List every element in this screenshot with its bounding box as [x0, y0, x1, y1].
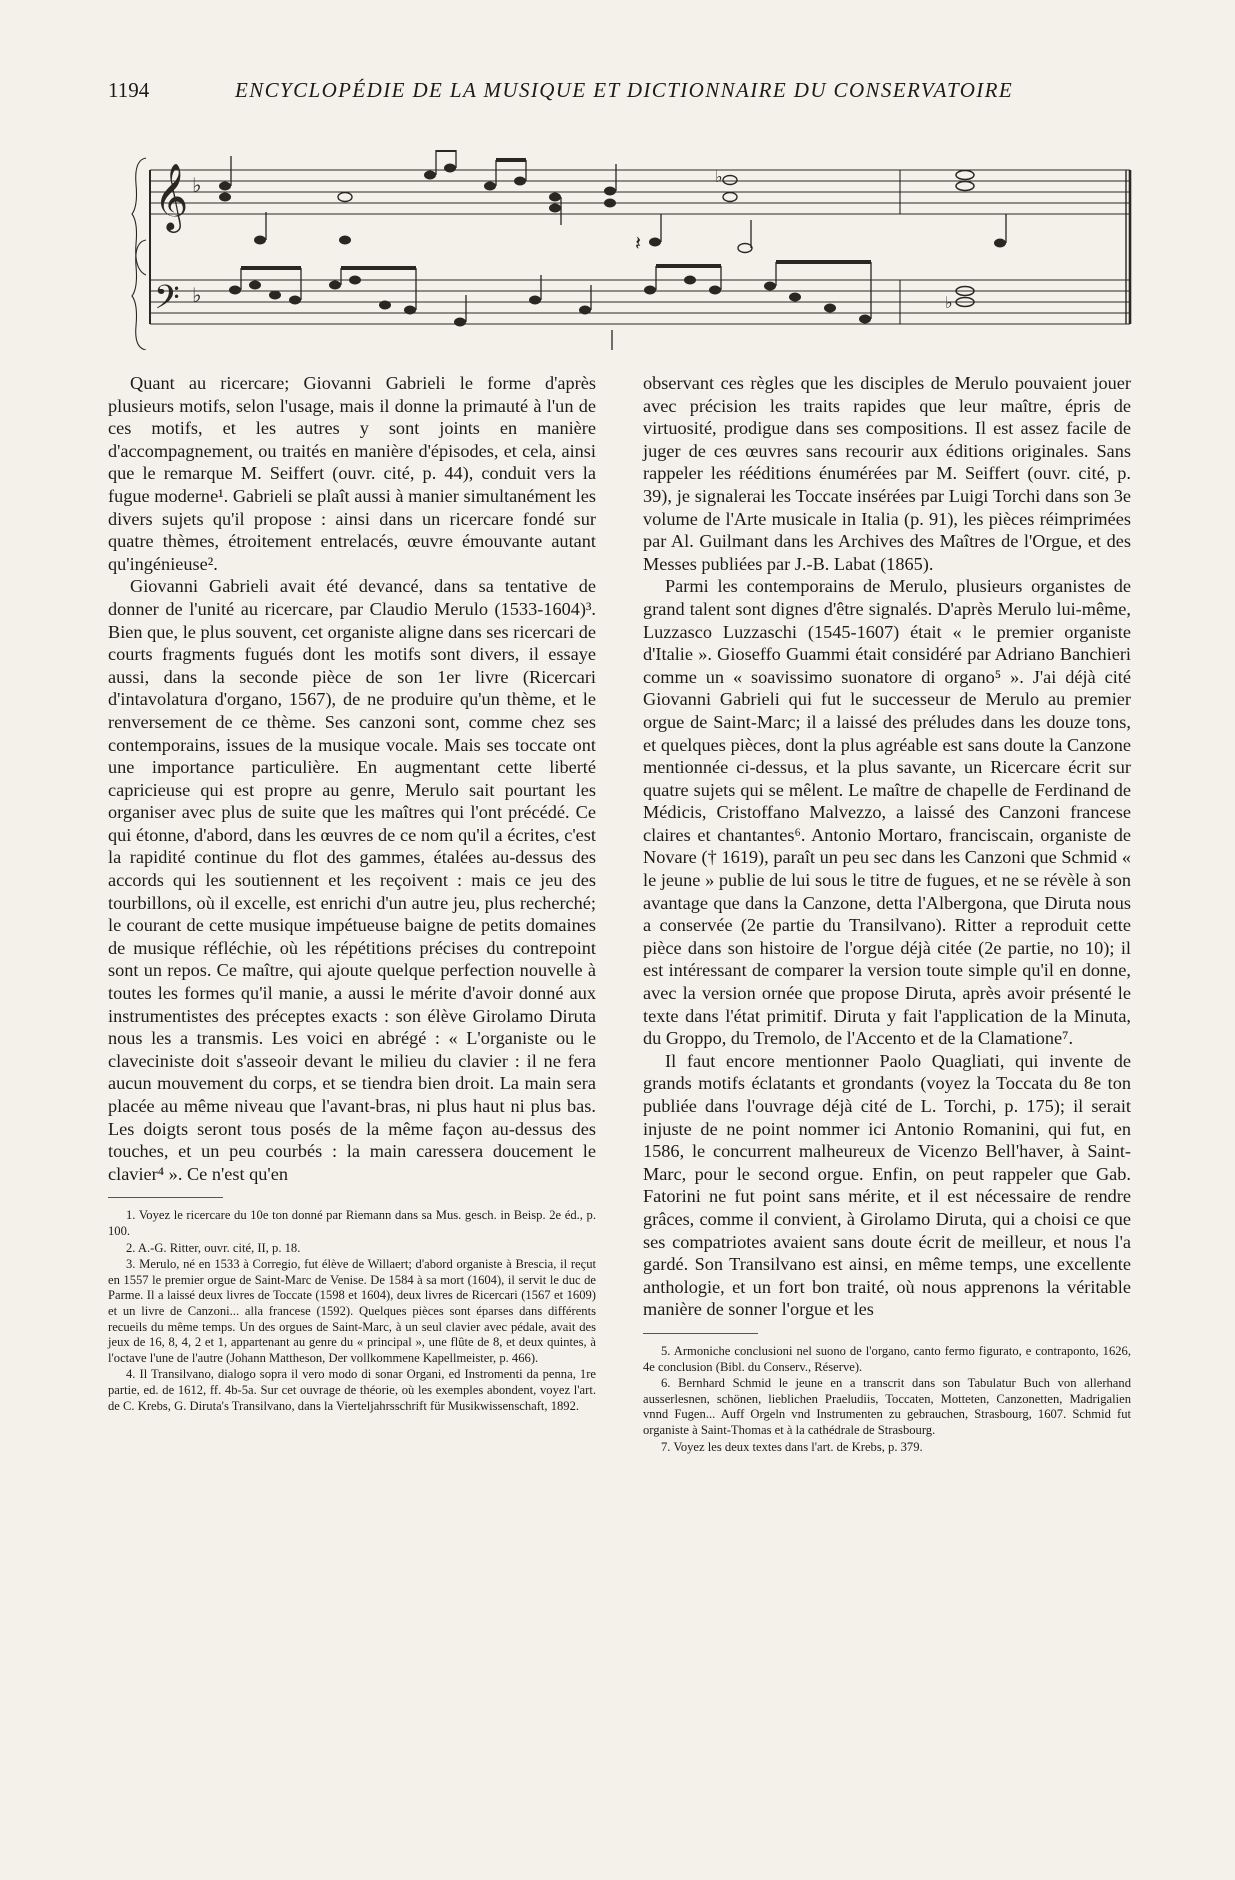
footnote-3: 3. Merulo, né en 1533 à Corregio, fut élève de Willaert; d'abord organiste à Brescia, il reçut en 1557 le premier orgue de Saint-Marc de Venise. De 1584 à sa mort (1604), il servit le duc de Parme. Il a laissé deux livres de Toccate (1598 et 1604), deux livres de Ricercari (1567 et 1609) et un livre de Canzoni... alla francese (1592). Quelques pièces sont éparses dans différents recueils du même temps. Un des orgues de Saint-Marc, à un seul clavier avec pédale, avait des jeux de 16, 8, 4, 2 et 1, appartenant au genre du « principal », une flûte de 8, et deux quintes, à l'octave l'une de l'autre (Johann Mattheson, Der vollkommene Kapellmeister, p. 466).	[108, 1257, 596, 1365]
footnote-6: 6. Bernhard Schmid le jeune en a transcrit dans son Tabulatur Buch von allerhand ausserlesnen, schönen, lieblichen Praeludiis, Toccaten, Motteten, Canzonetten, Madrigalien vnnd Fugen... Auff Orgeln vnd Instrumenten zu gebrauchen, Strasbourg, 1607. Schmid fut organiste à Saint-Thomas et à la cathédrale de Strasbourg.	[643, 1376, 1131, 1437]
system-brace-lower	[132, 240, 146, 350]
footnote-7: 7. Voyez les deux textes dans l'art. de Krebs, p. 379.	[661, 1439, 923, 1454]
page-number: 1194	[108, 78, 150, 102]
svg-text:♭: ♭	[715, 167, 723, 186]
right-column	[643, 372, 1131, 1456]
flat-icon: ♭	[192, 173, 202, 197]
flat-icon-bass: ♭	[192, 283, 202, 307]
paragraph: Parmi les contemporains de Merulo, plusieurs organistes de grand talent sont dignes d'être signalés. D'après Merulo lui-même, Luzzasco Luzzaschi (1545-1607) était « le premier organiste d'Italie ». Gioseffo Guammi était considéré par Adriano Banchieri comme un « soavissimo suonatore di organo⁵ ». J'ai déjà cité Giovanni Gabrieli qui fut le successeur de Merulo au premier orgue de Saint-Marc; il a laissé des préludes dans les douze tons, et quelques pièces, dont la plus agréable est sans doute la Canzone mentionnée ci-dessus, et la plus savante, un Ricercare écrit sur quatre sujets qui se mêlent. Le maître de chapelle de Ferdinand de Médicis, Cristoffano Malvezzo, a laissé des Canzoni francese claires et chantantes⁶. Antonio Mortaro, franciscain, organiste de Novare († 1619), paraît un peu sec dans les Canzoni que Schmid « le jeune » publie de lui sous le titre de fugues, et ne se révèle à son avantage que dans la Canzone, detta l'Albergona, que Diruta nous a conservée (2e partie du Transilvano). Ritter a reproduit cette pièce dans son histoire de l'orgue déjà citée (2e partie, no 10); il est intéressant de comparer la version toute simple qu'il en donne, avec la version ornée que propose Diruta, après avoir présenté le texte dans l'état primitif. Diruta y fait l'application de la Minuta, du Groppo, du Tremolo, de l'Accento et de la Clamatione⁷.	[643, 576, 1131, 1049]
treble-clef-icon: 𝄞	[154, 162, 189, 230]
footnote-5: 5. Armoniche conclusioni nel suono de l'organo, canto fermo figurato, e contraponto, 1626, 4e conclusion (Bibl. du Conserv., Réserve).	[643, 1343, 1131, 1374]
svg-text:𝄽: 𝄽	[635, 231, 642, 255]
footnote-rule	[643, 1333, 758, 1334]
footnote-2: 2. A.-G. Ritter, ouvr. cité, II, p. 18.	[126, 1240, 301, 1255]
svg-text:♭: ♭	[945, 293, 953, 312]
score-stems	[231, 150, 1006, 350]
music-example	[130, 150, 1140, 350]
paragraph: observant ces règles que les disciples de Merulo pouvaient jouer avec précision les traits rapides que leur maître, épris de virtuosité, prodigue dans ses compositions. Il est assez facile de juger de ces œuvres sans recourir aux éditions originales. Sans rappeler les rééditions énumérées par M. Seiffert (ouvr. cité, p. 39), je signalerai les Toccate insérées par Luigi Torchi dans son 3e volume de l'Arte musicale in Italia (p. 91), les pièces réimprimées par Al. Guilmant dans les Archives des Maîtres de l'Orgue, et des Messes publiées par J.-B. Labat (1865).	[643, 373, 1131, 574]
left-body-text	[108, 372, 596, 1185]
paragraph: Giovanni Gabrieli avait été devancé, dans sa tentative de donner de l'unité au ricercare, par Claudio Merulo (1533-1604)³. Bien que, le plus souvent, cet organiste aligne dans ses ricercari de courts fragments fugués dont les motifs sont divers, il essaye aussi, dans la seconde pièce de son 1er livre (Ricercari d'intavolatura d'organo, 1567), de ne produire qu'un thème, et le renversement de ce thème. Ses canzoni sont, comme chez ses contemporains, issues de la musique vocale. Mais ses toccate ont une importance particulière. En augmentant cette liberté capricieuse qui est propre au genre, Merulo sait pourtant les organiser avec plus de suite que les maîtres qui l'ont précédé. Ce qui étonne, d'abord, dans les œuvres de ce nom qu'il a écrites, c'est la rapidité continue du flot des gammes, étalées au-dessus des accords qui les soutiennent et les reçoivent : mais ce jeu des tourbillons, où il excelle, est enrichi d'un autre jeu, plus recherché; le courant de cette musique impétueuse baigne de petits domaines de musique réfléchie, où les répétitions précises du contrepoint sont un repos. Ce maître, qui ajoute quelque perfection nouvelle à toutes les formes qu'il manie, a aussi le mérite d'avoir donné aux instrumentistes des préceptes exacts : son élève Girolamo Diruta nous les a transmis. Les voici en abrégé : « L'organiste ou le claveciniste doit s'asseoir devant le milieu du clavier : il ne fera aucun mouvement du corps, et se tiendra bien droit. La main sera placée au même niveau que l'avant-bras, ni plus haut ni plus bas. Les doigts seront tous posés de la même façon au-dessus des touches, et un peu courbés : la main caressera doucement le clavier⁴ ». Ce n'est qu'en	[108, 576, 596, 1184]
left-column	[108, 372, 596, 1415]
system-brace	[132, 158, 146, 275]
footnote-rule	[108, 1197, 223, 1198]
page-header	[108, 78, 1133, 108]
paragraph: Quant au ricercare; Giovanni Gabrieli le forme d'après plusieurs motifs, selon l'usage, mais il donne la primauté à l'un de ces motifs, et les autres y sont joints en manière d'accompagnement, ou traités en manière d'épisodes, et cela, ainsi que le remarque M. Seiffert (ouvr. cité, p. 44), conduit vers la fugue moderne¹. Gabrieli se plaît aussi à manier simultanément les divers sujets qu'il propose : ainsi dans un ricercare fondé sur quatre thèmes, étroitement entrelacés, œuvre émouvante autant qu'ingénieuse².	[108, 373, 596, 574]
left-footnotes	[108, 1208, 596, 1414]
footnote-1: 1. Voyez le ricercare du 10e ton donné par Riemann dans sa Mus. gesch. in Beisp. 2e éd., p. 100.	[108, 1208, 596, 1238]
paragraph: Il faut encore mentionner Paolo Quagliati, qui invente de grands motifs éclatants et grondants (voyez la Toccata du 8e ton publiée dans l'ouvrage déjà cité de L. Torchi, p. 175); il serait injuste de ne point nommer ici Antonio Romanini, qui fut, en 1586, le concurrent malheureux de Vicenzo Bell'haver, à Saint-Marc, pour le second orgue. Enfin, on peut rappeler que Gab. Fatorini ne fut point sans mérite, et il est nécessaire de rendre grâces, comme il convient, à Girolamo Diruta, qui a choisi ce que ses compatriotes avaient sans doute écrit de meilleur, et nous l'a gardé. Son Transilvano est ainsi, en même temps, une excellente anthologie, et un fort bon traité, où nous apprenons la véritable manière de sonner l'orgue et les	[643, 1050, 1131, 1320]
running-title: ENCYCLOPÉDIE DE LA MUSIQUE ET DICTIONNAIRE DU CONSERVATOIRE	[235, 78, 1014, 102]
right-body-text	[643, 372, 1131, 1321]
right-footnotes	[643, 1344, 1131, 1455]
footnote-4: 4. Il Transilvano, dialogo sopra il vero modo di sonar Organi, ed Instromenti da penna, 1re partie, ed. de 1612, ff. 4b-5a. Sur cet ouvrage de théorie, où les exemples abondent, voyez l'art. de C. Krebs, G. Diruta's Transilvano, dans la Vierteljahrsschrift für Musikwissenschaft, 1892.	[108, 1367, 596, 1413]
bass-clef-icon: 𝄢	[154, 279, 180, 325]
treble-staff	[150, 170, 1130, 214]
